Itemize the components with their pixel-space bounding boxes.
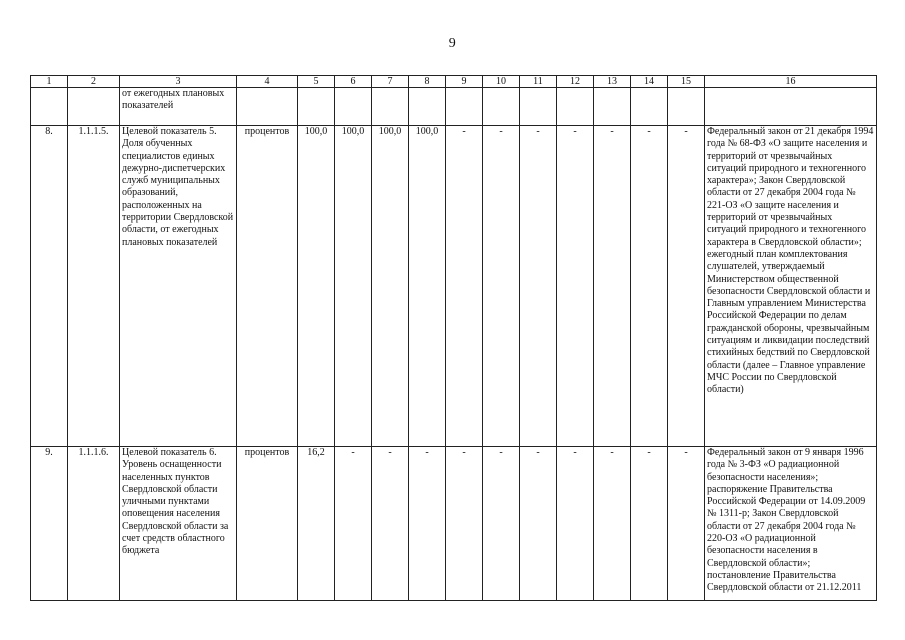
page-number: 9: [448, 36, 457, 51]
column-header: 15: [668, 76, 705, 88]
value-cell: 100,0: [335, 126, 372, 447]
table-row: [31, 447, 877, 601]
value-cell: -: [520, 126, 557, 447]
value-cell: [520, 88, 557, 126]
column-header: 13: [594, 76, 631, 88]
unit-cell: процентов: [237, 447, 298, 601]
column-header: 4: [237, 76, 298, 88]
value-cell: -: [631, 447, 668, 601]
column-header: 14: [631, 76, 668, 88]
value-cell: 100,0: [409, 126, 446, 447]
value-cell: -: [594, 447, 631, 601]
unit-cell: процентов: [237, 126, 298, 447]
column-header: 9: [446, 76, 483, 88]
column-header: 6: [335, 76, 372, 88]
indicator-name: от ежегодных плановых показателей: [120, 88, 237, 126]
value-cell: [446, 88, 483, 126]
value-cell: -: [483, 126, 520, 447]
column-header: 16: [705, 76, 877, 88]
column-header: 8: [409, 76, 446, 88]
legal-basis-cell: Федеральный закон от 9 января 1996 года № 3-ФЗ «О радиационной безопасности населения»; распоряжение Правительства Российской Федерации от 14.09.2009 № 1311-р; Закон Свердловской области от 27 декабря 2004 года № 220-ОЗ «О радиационной безопасности населения в Свердловской области»; постановление Правительства Свердловской области от 21.12.2011: [705, 447, 877, 601]
legal-basis-cell: Федеральный закон от 21 декабря 1994 года № 68-ФЗ «О защите населения и территорий от чрезвычайных ситуаций природного и техногенного характера»; Закон Свердловской области от 27 декабря 2004 года № 221-ОЗ «О защите населения и территорий от чрезвычайных ситуаций природного и техногенного характера в Свердловской области»; ежегодный план комплектования слушателей, утверждаемый Министерством общественной безопасности Свердловской области и Главным управлением Министерства Российской Федерации по делам гражданской обороны, чрезвычайным ситуациям и ликвидации последствий стихийных бедствий по Свердловской области (далее – Главное управление МЧС России по Свердловской области): [705, 126, 877, 447]
column-number-row: [31, 76, 877, 88]
value-cell: [372, 88, 409, 126]
indicator-name: Целевой показатель 6. Уровень оснащенности населенных пунктов Свердловской области уличными пунктами оповещения населения Свердловской области за счет средств областного бюджета: [120, 447, 237, 601]
value-cell: -: [668, 447, 705, 601]
unit-cell: [237, 88, 298, 126]
indicators-table: [30, 75, 877, 601]
value-cell: [668, 88, 705, 126]
indicator-code: 1.1.1.6.: [68, 447, 120, 601]
column-header: 2: [68, 76, 120, 88]
value-cell: [298, 88, 335, 126]
value-cell: [409, 88, 446, 126]
value-cell: 100,0: [298, 126, 335, 447]
value-cell: -: [557, 447, 594, 601]
value-cell: [335, 88, 372, 126]
legal-basis-cell: [705, 88, 877, 126]
column-header: 1: [31, 76, 68, 88]
column-header: 3: [120, 76, 237, 88]
value-cell: [557, 88, 594, 126]
row-number: 9.: [31, 447, 68, 601]
column-header: 11: [520, 76, 557, 88]
column-header: 10: [483, 76, 520, 88]
value-cell: [483, 88, 520, 126]
value-cell: 16,2: [298, 447, 335, 601]
row-number: 8.: [31, 126, 68, 447]
row-number: [31, 88, 68, 126]
value-cell: 100,0: [372, 126, 409, 447]
table-row: [31, 126, 877, 447]
value-cell: -: [631, 126, 668, 447]
indicator-name: Целевой показатель 5. Доля обученных специалистов единых дежурно-диспетчерских служб муниципальных образований, расположенных на территории Свердловской области, от ежегодных плановых показателей: [120, 126, 237, 447]
value-cell: -: [446, 126, 483, 447]
indicator-code: 1.1.1.5.: [68, 126, 120, 447]
value-cell: -: [594, 126, 631, 447]
column-header: 5: [298, 76, 335, 88]
table-row: [31, 88, 877, 126]
value-cell: -: [372, 447, 409, 601]
value-cell: -: [409, 447, 446, 601]
value-cell: -: [668, 126, 705, 447]
value-cell: -: [557, 126, 594, 447]
value-cell: -: [520, 447, 557, 601]
value-cell: [594, 88, 631, 126]
value-cell: -: [446, 447, 483, 601]
column-header: 7: [372, 76, 409, 88]
value-cell: -: [483, 447, 520, 601]
value-cell: [631, 88, 668, 126]
value-cell: -: [335, 447, 372, 601]
indicator-code: [68, 88, 120, 126]
column-header: 12: [557, 76, 594, 88]
